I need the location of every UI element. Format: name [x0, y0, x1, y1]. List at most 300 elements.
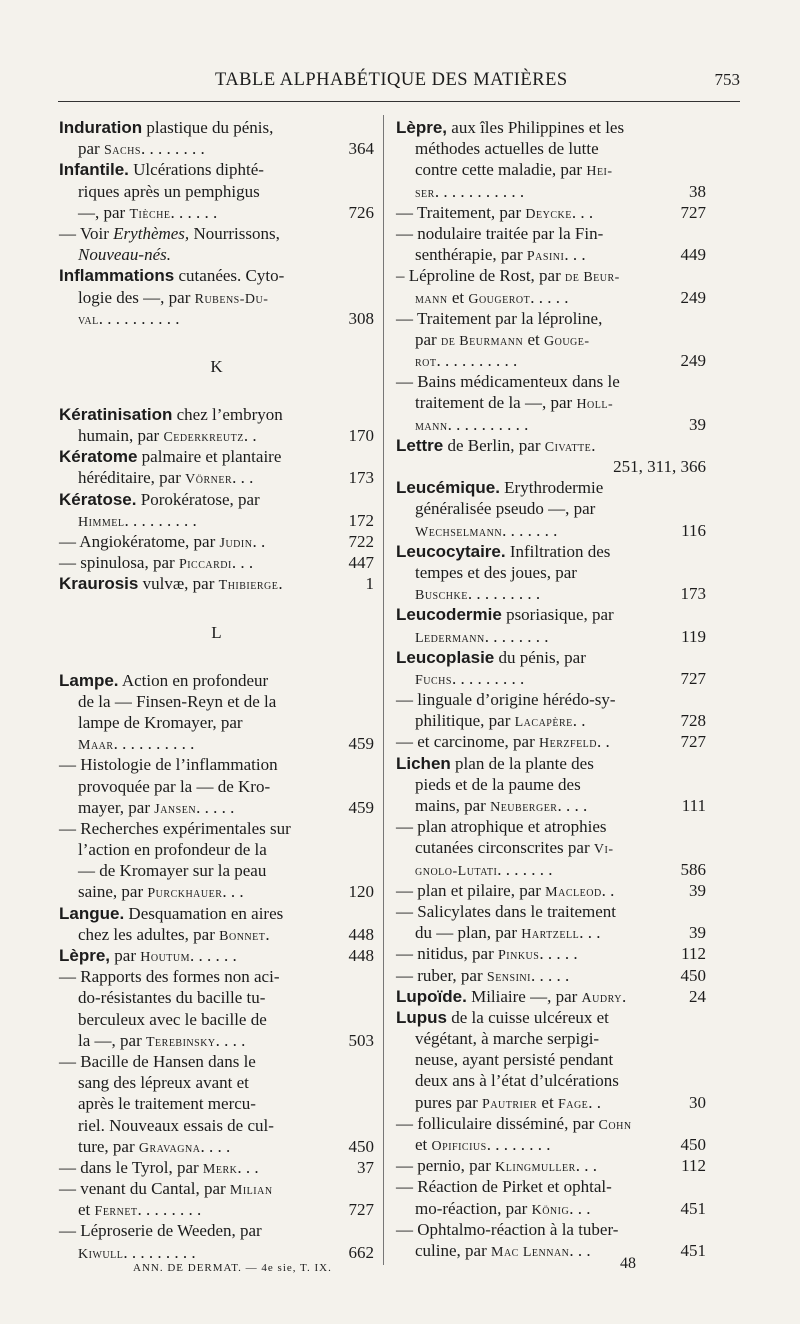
entry-text: riques après un pemphigus [78, 181, 260, 201]
entry-text: psoriasique, par [501, 605, 614, 625]
entry-text: — plan et pilaire, par [396, 880, 546, 900]
author-name: Neuberger [490, 800, 558, 815]
index-entry [396, 117, 706, 435]
signature-mark: 48 [620, 1255, 636, 1272]
author-name: Merk [202, 1161, 238, 1177]
entry-line [59, 446, 374, 467]
entry-line [59, 1199, 374, 1220]
entry-text: mayer, par [78, 797, 155, 817]
entry-line [59, 138, 374, 159]
page-reference: 119 [681, 626, 706, 646]
entry-text: . . . . . . . [497, 859, 553, 879]
author-name: Cohn [598, 1117, 632, 1133]
entry-text: — Salicylates dans le traitement [396, 901, 616, 921]
entry-text: pieds et de la paume des [415, 774, 581, 794]
entry-line [396, 731, 706, 752]
entry-text: traitement de la —, par [415, 393, 577, 413]
author-name: gnolo-Lutati [415, 863, 498, 879]
author-name: Bonnet [219, 928, 266, 944]
entry-line [396, 668, 706, 689]
author-name: Civatte [544, 439, 592, 455]
page-reference: 448 [348, 946, 374, 965]
author-name: Pautrier [482, 1096, 538, 1112]
page-reference: 249 [680, 351, 706, 371]
page-number: 753 [714, 70, 740, 89]
entry-line [59, 691, 374, 712]
entry-text: généralisée pseudo —, par [415, 499, 596, 519]
left-column [59, 117, 374, 1263]
entry-line [396, 604, 706, 625]
entry-text: . [591, 435, 596, 455]
headword: Langue. [59, 903, 125, 923]
index-entry [59, 117, 374, 159]
author-name: Jansen [154, 801, 197, 817]
page-reference: 727 [680, 202, 706, 222]
page-reference: 451 [680, 1198, 706, 1218]
author-name: Kiwull [78, 1246, 124, 1262]
headword: Leucodermie [396, 605, 502, 625]
entry-line [396, 329, 706, 350]
entry-text: . . . . . . . . [140, 139, 205, 159]
entry-line [59, 531, 374, 552]
entry-text: et [78, 1200, 95, 1220]
entry-line [396, 1049, 706, 1070]
author-name: Buschke [415, 588, 468, 604]
headword: Kératome [59, 447, 138, 467]
entry-line [59, 1093, 374, 1114]
entry-text: . . . [564, 245, 586, 265]
entry-text: Porokératose, par [136, 489, 260, 509]
entry-text: — Traitement par la léproline, [396, 308, 603, 328]
author-name: Sensini [486, 969, 531, 985]
author-name: Milian [229, 1183, 273, 1199]
author-name: Ledermann [415, 630, 485, 646]
author-name: Piccardi [178, 557, 232, 573]
footer-note: ANN. DE DERMAT. — 4e sie, T. IX. [133, 1262, 332, 1274]
section-letter: K [210, 356, 223, 376]
entry-text: — nitidus, par [396, 944, 498, 964]
entry-line [59, 818, 374, 839]
entry-line [396, 1070, 706, 1091]
author-name: ser [415, 185, 435, 201]
entry-text: . . . [579, 923, 601, 943]
entry-text: Nourrissons, [189, 223, 280, 243]
entry-line [59, 670, 374, 691]
page-reference: 116 [681, 520, 706, 540]
entry-text: . . . [571, 202, 594, 222]
entry-line [59, 287, 374, 308]
entry-text: Erythèmes, [113, 223, 190, 243]
entry-text: cutanées. Cyto- [174, 266, 285, 286]
author-name: Deycke [525, 206, 572, 222]
index-entry [59, 945, 374, 1263]
entry-text: chez les adultes, par [78, 924, 220, 944]
entry-line [59, 1136, 374, 1157]
author-name: rot [415, 355, 437, 371]
index-entry [396, 477, 706, 541]
page-reference: 173 [348, 468, 374, 488]
entry-text: — dans le Tyrol, par [59, 1157, 203, 1177]
entry-line [396, 774, 706, 795]
entry-line [59, 467, 374, 488]
headword: Lupus [396, 1007, 447, 1027]
author-name: Hartzell [521, 927, 580, 943]
page-reference: 364 [348, 139, 374, 159]
entry-line [396, 350, 706, 371]
author-name: Vörner [185, 472, 233, 488]
entry-line [396, 1134, 706, 1155]
entry-text: provoquée par la — de Kro- [78, 776, 271, 796]
entry-line [59, 1072, 374, 1093]
entry-text: méthodes actuelles de lutte [415, 139, 599, 159]
headword: Leucémique. [396, 478, 500, 498]
entry-text: — Bains médicamenteux dans le [396, 372, 620, 392]
author-name: Purckhauer [147, 886, 223, 902]
page-reference: 38 [689, 181, 706, 201]
entry-text: . . . . . . . . . . [113, 734, 195, 754]
index-entry [59, 265, 374, 329]
entry-text: . [621, 986, 627, 1006]
author-name: Gouge- [543, 333, 590, 349]
entry-line [59, 510, 374, 531]
entry-line [59, 552, 374, 573]
page-header [60, 70, 740, 92]
entry-line [396, 837, 706, 858]
index-entry [396, 647, 706, 753]
entry-line [396, 435, 706, 456]
entry-line [396, 901, 706, 922]
entry-line [396, 689, 706, 710]
author-name: Pinkus [498, 948, 540, 964]
entry-line [396, 265, 706, 286]
entry-text: — folliculaire disséminé, par [396, 1113, 599, 1133]
entry-line [396, 541, 706, 562]
entry-text: — Léproserie de Weeden, par [59, 1221, 262, 1241]
author-name: Gougerot [468, 291, 531, 307]
page-reference: 722 [348, 532, 374, 551]
index-entry [59, 404, 374, 446]
author-name: Pasini [526, 249, 565, 265]
entry-text: — spinulosa, par [59, 553, 179, 573]
entry-text: . . . [575, 1156, 597, 1176]
entry-text: Erythrodermie [499, 478, 604, 498]
entry-text: — plan atrophique et atrophies [396, 817, 607, 837]
page-reference: 308 [348, 308, 374, 328]
index-entry [396, 541, 706, 605]
page-reference: 450 [348, 1136, 374, 1156]
author-name: Gravagna [138, 1140, 201, 1156]
author-name: Rubens-Du- [194, 291, 269, 307]
entry-text: . . . . [557, 796, 588, 815]
entry-text: humain, par [78, 426, 164, 446]
entry-line [59, 987, 374, 1008]
page-reference: 459 [348, 797, 374, 817]
index-entry [396, 604, 706, 646]
entry-text: riel. Nouveaux essais de cul- [78, 1115, 274, 1135]
author-name: Cederkreutz [163, 430, 244, 446]
entry-line [59, 776, 374, 797]
entry-text: chez l’embryon [172, 404, 283, 424]
entry-line [59, 223, 374, 244]
entry-text: . . . . . . . . . [124, 510, 197, 530]
index-entry [59, 573, 374, 594]
entry-line [59, 1157, 374, 1178]
entry-text: philitique, par [415, 711, 515, 731]
page-reference: 111 [681, 796, 706, 815]
entry-text: . . . [569, 1198, 591, 1218]
entry-text: tempes et des joues, par [415, 562, 577, 582]
entry-text: Desquamation en aires [124, 903, 284, 923]
entry-text: . . . . . . [190, 946, 237, 965]
entry-line [396, 986, 706, 1007]
entry-text: . . [588, 1092, 602, 1112]
page-reference: 451 [680, 1240, 706, 1260]
entry-text: . . . . . [196, 797, 235, 817]
entry-line [396, 371, 706, 392]
entry-text: Infiltration des [505, 541, 611, 561]
author-name: Himmel [78, 514, 125, 530]
index-entry [59, 159, 374, 265]
right-column [396, 117, 706, 1261]
entry-text: Ulcérations diphté- [128, 160, 264, 180]
author-name: mann [415, 418, 448, 434]
entry-line [59, 202, 374, 223]
entry-line [59, 573, 374, 594]
entry-text: . . . . . [530, 965, 570, 985]
entry-line [396, 922, 706, 943]
headword: Kératose. [59, 489, 137, 509]
entry-line [59, 308, 374, 329]
author-name: mann [415, 291, 448, 307]
index-entry [396, 1007, 706, 1261]
entry-line [396, 626, 706, 647]
entry-text: cutanées circonscrites par [415, 838, 594, 858]
entry-text: . . . . . . [170, 202, 218, 222]
entry-text: . . . . . . . . [137, 1200, 202, 1220]
entry-text: . . [252, 532, 266, 551]
entry-text: de Berlin, par [443, 435, 545, 455]
entry-text: ture, par [78, 1136, 139, 1156]
headword: Kératinisation [59, 404, 173, 424]
entry-text: végétant, à marche serpigi- [415, 1029, 600, 1049]
author-name: Fuchs [415, 672, 452, 688]
entry-line [59, 425, 374, 446]
entry-text: . . . . . . . . . . [436, 351, 518, 371]
author-name: Thibierge [218, 578, 279, 594]
entry-line [396, 1198, 706, 1219]
entry-line [396, 816, 706, 837]
entry-line [396, 498, 706, 519]
entry-line [396, 117, 706, 138]
entry-text: saine, par [78, 882, 148, 902]
entry-text: — ruber, par [396, 965, 487, 985]
entry-line [396, 562, 706, 583]
entry-text: de la cuisse ulcéreux et [447, 1007, 609, 1027]
page-reference: 37 [357, 1157, 374, 1177]
entry-line [396, 138, 706, 159]
entry-text: . . [243, 426, 257, 446]
entry-text: logie des —, par [78, 287, 195, 307]
page-reference: 449 [680, 245, 706, 265]
entry-text: . . . . . . . . . [123, 1242, 196, 1262]
author-name: Vi- [593, 842, 614, 858]
headword: Lettre [396, 435, 444, 455]
entry-text: . . . . . . . . [486, 1135, 551, 1154]
entry-text: Action en profondeur [118, 670, 269, 690]
entry-line [396, 456, 706, 477]
entry-line [59, 712, 374, 733]
entry-text: . . . [222, 882, 244, 902]
entry-line [59, 1115, 374, 1136]
entry-line [396, 943, 706, 964]
entry-text: . . [572, 711, 586, 731]
entry-text: et [537, 1092, 558, 1112]
author-name: val [78, 312, 99, 328]
author-name: Houtum [140, 950, 191, 965]
author-name: König [531, 1202, 570, 1218]
entry-text: — pernio, par [396, 1156, 496, 1176]
entry-line [396, 1092, 706, 1113]
author-name: Judin [219, 536, 253, 551]
entry-line [396, 1113, 706, 1134]
entry-text: et [447, 287, 469, 307]
entry-line [396, 1240, 706, 1261]
page-reference: 450 [680, 965, 706, 985]
page-reference: 727 [348, 1200, 374, 1220]
headword: Lupoïde. [396, 986, 467, 1006]
entry-line [59, 489, 374, 510]
entry-text: mains, par [415, 796, 491, 815]
entry-text: mo-réaction, par [415, 1198, 532, 1218]
entry-line [396, 287, 706, 308]
entry-line [396, 859, 706, 880]
index-entry [59, 489, 374, 574]
page-reference: 251, 311, 366 [613, 457, 706, 476]
entry-text: do-résistantes du bacille tu- [78, 988, 266, 1008]
entry-line [396, 1007, 706, 1028]
entry-line [59, 1242, 374, 1263]
entry-text: . . . [237, 1157, 259, 1177]
entry-text: — Histologie de l’inflammation [59, 755, 278, 775]
entry-text: du pénis, par [494, 647, 586, 667]
entry-text: par [415, 329, 441, 349]
index-entry [396, 986, 706, 1007]
author-name: de Beur- [565, 270, 620, 286]
entry-text: deux ans à l’état d’ulcérations [415, 1071, 619, 1091]
author-name: Fage [557, 1096, 589, 1112]
entry-text: — linguale d’origine hérédo-sy- [396, 690, 616, 710]
entry-line [396, 181, 706, 202]
entry-text: culine, par [415, 1240, 491, 1260]
entry-text: . . . . [200, 1136, 231, 1156]
page-reference: 24 [689, 986, 706, 1006]
entry-text: — Voir [59, 223, 114, 243]
author-name: Tièche [129, 206, 171, 222]
entry-line [396, 223, 706, 244]
entry-line [396, 647, 706, 668]
author-name: Wechselmann [415, 524, 503, 540]
page-reference: 39 [689, 923, 706, 943]
entry-text: héréditaire, par [78, 468, 186, 488]
page-reference: 120 [348, 882, 374, 902]
page-reference: 39 [689, 880, 706, 900]
entry-line [396, 477, 706, 498]
entry-line [59, 924, 374, 945]
page-reference: 173 [680, 584, 706, 604]
entry-line [59, 839, 374, 860]
entry-text: contre cette maladie, par [415, 160, 587, 180]
page-reference: 30 [689, 1092, 706, 1112]
entry-text: lampe de Kromayer, par [78, 712, 243, 732]
entry-text: . . . . . . . . . . [98, 308, 180, 328]
entry-line [396, 583, 706, 604]
entry-line [59, 860, 374, 881]
entry-line [59, 404, 374, 425]
entry-text: de la — Finsen-Reyn et de la [78, 691, 277, 711]
entry-line [59, 159, 374, 180]
entry-text: . . . [232, 468, 254, 488]
entry-text: palmaire et plantaire [137, 447, 282, 467]
entry-text: — de Kromayer sur la peau [78, 861, 267, 881]
entry-text: . . . . . . . [502, 520, 558, 540]
entry-line [59, 1220, 374, 1241]
entry-text: . . . . . . . . [484, 626, 549, 646]
entry-text: . . . . . . . . . [451, 668, 525, 688]
author-name: Herzfeld [539, 736, 598, 752]
page-reference: 728 [680, 711, 706, 731]
entry-text: et [415, 1135, 432, 1154]
author-name: Holl- [576, 397, 614, 413]
entry-text: — Réaction de Pirket et ophtal- [396, 1177, 612, 1197]
entry-text: . . [601, 880, 615, 900]
running-title: TABLE ALPHABÉTIQUE DES MATIÈRES [215, 70, 568, 90]
section-letter: L [211, 622, 222, 642]
entry-text: aux îles Philippines et les [447, 118, 625, 137]
page-reference: 503 [348, 1030, 374, 1050]
entry-text: — Angiokératome, par [59, 532, 220, 551]
index-entry [59, 446, 374, 488]
author-name: Maar [78, 738, 114, 754]
page-reference: 1 [365, 574, 374, 594]
page-reference: 450 [680, 1135, 706, 1154]
entry-text: vulvæ, par [138, 574, 219, 594]
author-name: Macleod [545, 884, 602, 900]
entry-text: senthérapie, par [415, 245, 527, 265]
entry-text: la —, par [78, 1030, 146, 1050]
entry-line [396, 1176, 706, 1197]
headword: Lampe. [59, 670, 119, 690]
entry-text: Miliaire —, par [466, 986, 582, 1006]
page-reference: 586 [680, 859, 706, 879]
entry-text: Nouveau-nés. [78, 245, 172, 265]
index-entry [396, 435, 706, 477]
headword: Induration [59, 118, 143, 137]
author-name: Opificius [431, 1139, 487, 1154]
entry-text: . . . . . . . . . . [447, 414, 529, 434]
index-entry [59, 903, 374, 945]
entry-line [59, 181, 374, 202]
entry-text: — Bacille de Hansen dans le [59, 1051, 256, 1071]
entry-line [59, 881, 374, 902]
entry-line [59, 966, 374, 987]
headword: Lèpre, [396, 118, 448, 137]
entry-line [59, 797, 374, 818]
author-name: Mac Lennan [491, 1244, 570, 1260]
page-reference: 662 [348, 1242, 374, 1262]
author-name: Lacapère [514, 715, 573, 731]
entry-text: — Ophtalmo-réaction à la tuber- [396, 1219, 619, 1239]
entry-text: sang des lépreux avant et [78, 1073, 249, 1093]
